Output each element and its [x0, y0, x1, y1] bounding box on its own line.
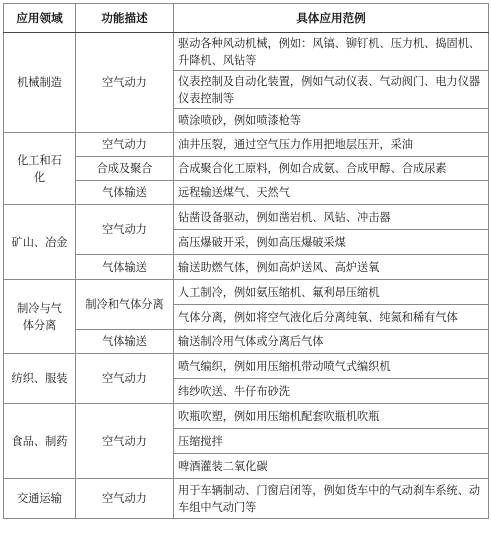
example-cell: 吹瓶吹塑，例如用压缩机配套吹瓶机吹瓶	[174, 404, 489, 429]
field-cell: 食品、制药	[4, 404, 76, 479]
example-cell: 远程输送煤气、天然气	[174, 181, 489, 205]
function-cell: 气体输送	[76, 330, 174, 354]
function-cell: 空气动力	[76, 479, 174, 519]
example-cell: 压缩搅拌	[174, 429, 489, 454]
example-cell: 输送制冷用气体或分离后气体	[174, 330, 489, 354]
example-cell: 啤酒灌装二氧化碳	[174, 454, 489, 479]
table-row	[4, 181, 489, 205]
example-cell: 气体分离，例如将空气液化后分离纯氧、纯氮和稀有气体	[174, 305, 489, 330]
example-cell: 油井压裂，通过空气压力作用把地层压开，采油	[174, 133, 489, 157]
function-cell: 气体输送	[76, 255, 174, 280]
table-row	[4, 255, 489, 280]
function-cell: 空气动力	[76, 33, 174, 133]
example-cell: 高压爆破开采，例如高压爆破采煤	[174, 230, 489, 255]
field-cell: 化工和石化	[4, 133, 76, 205]
application-table	[3, 3, 489, 519]
example-cell: 喷气编织，例如用压缩机带动喷气式编织机	[174, 354, 489, 379]
table-row	[4, 354, 489, 379]
table-row	[4, 479, 489, 519]
example-cell: 用于车辆制动、门窗启闭等，例如货车中的气动刹车系统、动车组中气动门等	[174, 479, 489, 519]
example-cell: 喷涂喷砂，例如喷漆枪等	[174, 109, 489, 133]
function-cell: 空气动力	[76, 404, 174, 479]
function-cell: 空气动力	[76, 133, 174, 157]
header-row	[4, 4, 489, 33]
field-cell: 制冷与气体分离	[4, 280, 76, 354]
field-cell: 机械制造	[4, 33, 76, 133]
field-cell: 交通运输	[4, 479, 76, 519]
header-field: 应用领域	[4, 4, 76, 33]
field-cell: 矿山、冶金	[4, 205, 76, 280]
table-row	[4, 280, 489, 305]
function-cell: 空气动力	[76, 205, 174, 255]
header-function: 功能描述	[76, 4, 174, 33]
example-cell: 纬纱吹送、牛仔布砂洗	[174, 379, 489, 404]
table-row	[4, 133, 489, 157]
example-cell: 钻凿设备驱动，例如凿岩机、风钻、冲击器	[174, 205, 489, 230]
example-cell: 输送助燃气体，例如高炉送风、高炉送氧	[174, 255, 489, 280]
example-cell: 仪表控制及自动化装置，例如气动仪表、气动阀门、电力仪器仪表控制等	[174, 71, 489, 109]
table-row	[4, 404, 489, 429]
example-cell: 驱动各种风动机械，例如：风镐、铆钉机、压力机、捣固机、升降机、风钻等	[174, 33, 489, 71]
function-cell: 合成及聚合	[76, 157, 174, 181]
function-cell: 制冷和气体分离	[76, 280, 174, 330]
table-row	[4, 330, 489, 354]
example-cell: 合成聚合化工原料，例如合成氨、合成甲醇、合成尿素	[174, 157, 489, 181]
example-cell: 人工制冷，例如氨压缩机、氟利昂压缩机	[174, 280, 489, 305]
function-cell: 气体输送	[76, 181, 174, 205]
header-example: 具体应用范例	[174, 4, 489, 33]
function-cell: 空气动力	[76, 354, 174, 404]
table-row	[4, 205, 489, 230]
field-cell: 纺织、服装	[4, 354, 76, 404]
table-row	[4, 157, 489, 181]
table-row	[4, 33, 489, 71]
